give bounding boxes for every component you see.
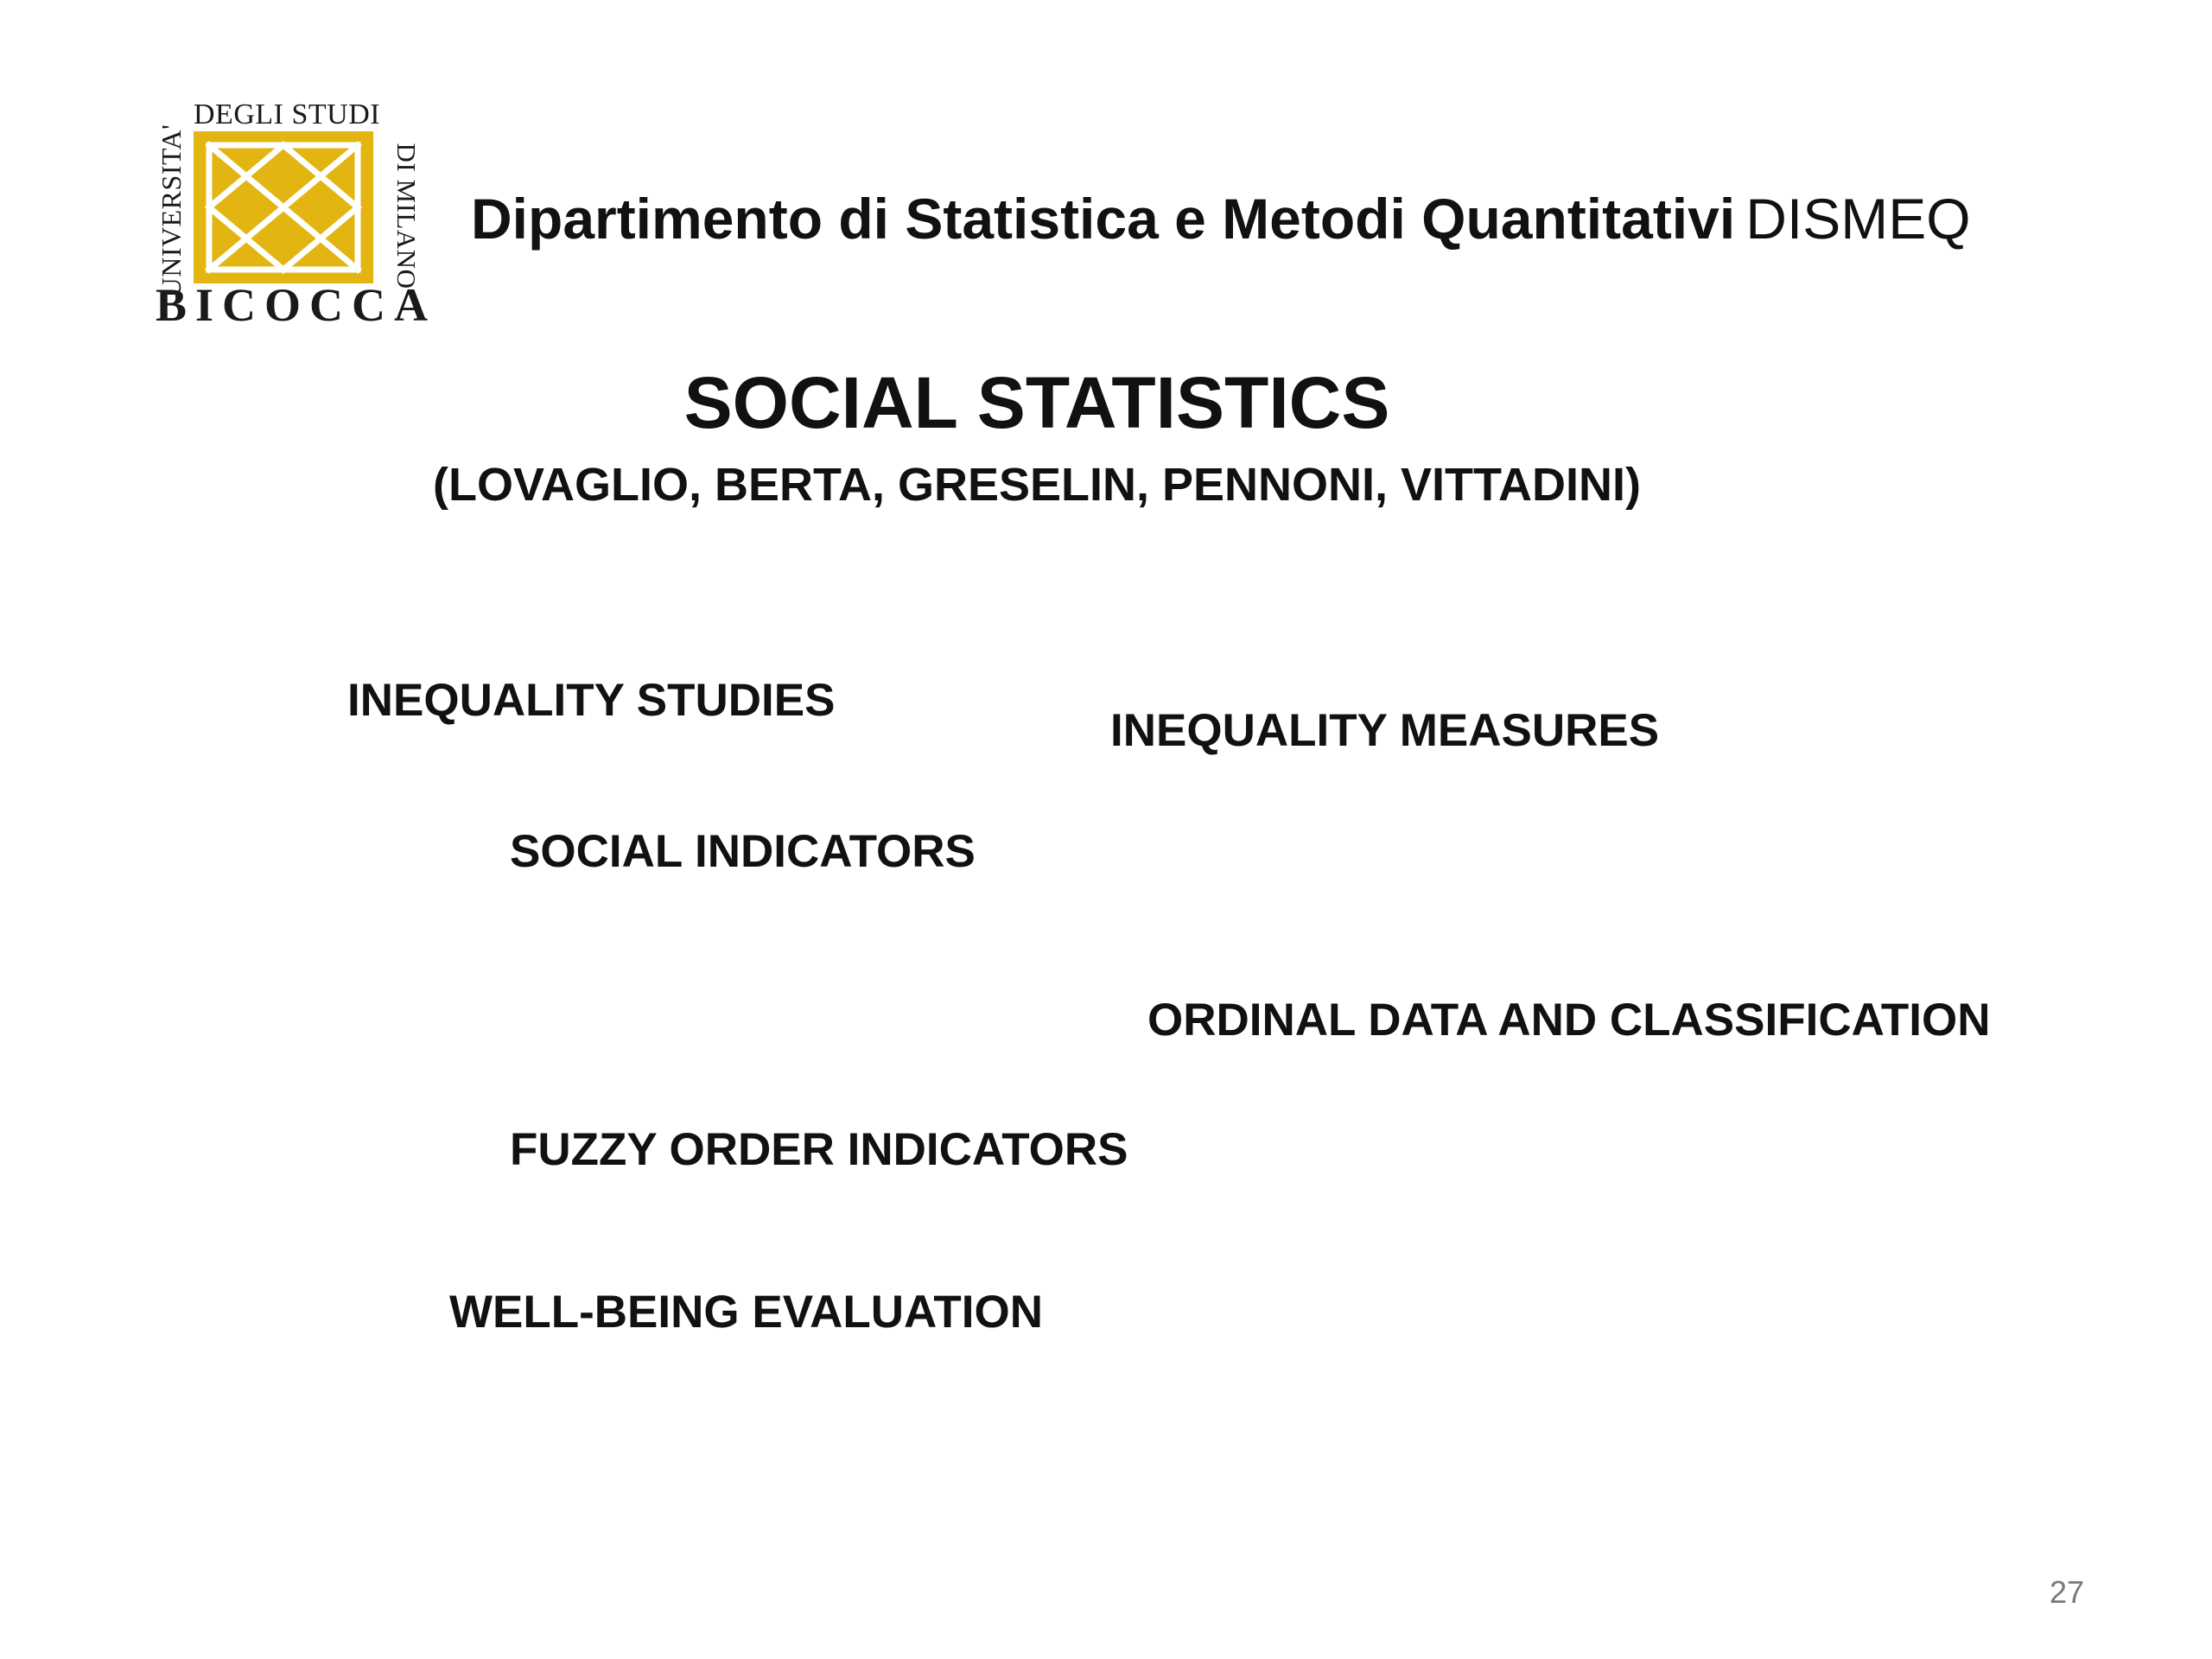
topic-fuzzy-order-indicators: FUZZY ORDER INDICATORS [510, 1124, 1128, 1175]
logo-left-text: UNIVERSITA' [156, 124, 187, 298]
logo-bottom-text: BICOCCA [156, 279, 437, 331]
topic-inequality-studies: INEQUALITY STUDIES [347, 675, 836, 726]
topic-social-indicators: SOCIAL INDICATORS [510, 826, 976, 877]
page-number: 27 [2050, 1574, 2085, 1610]
logo-emblem-icon [194, 131, 373, 283]
department-header [471, 186, 1971, 251]
department-acronym: DISMEQ [1745, 187, 1971, 251]
topic-ordinal-data: ORDINAL DATA AND CLASSIFICATION [1147, 995, 1991, 1046]
topic-inequality-measures: INEQUALITY MEASURES [1110, 705, 1660, 756]
slide-subtitle: (LOVAGLIO, BERTA, GRESELIN, PENNONI, VITTADINI) [432, 459, 1641, 511]
university-logo [156, 97, 437, 332]
topic-well-being-evaluation: WELL-BEING EVALUATION [449, 1287, 1043, 1338]
department-name: Dipartimento di Statistica e Metodi Quantitativi [471, 187, 1736, 251]
logo-right-text: DI MILANO [391, 143, 422, 289]
logo-top-text: DEGLI STUDI [194, 99, 381, 130]
slide-title: SOCIAL STATISTICS [683, 362, 1390, 443]
